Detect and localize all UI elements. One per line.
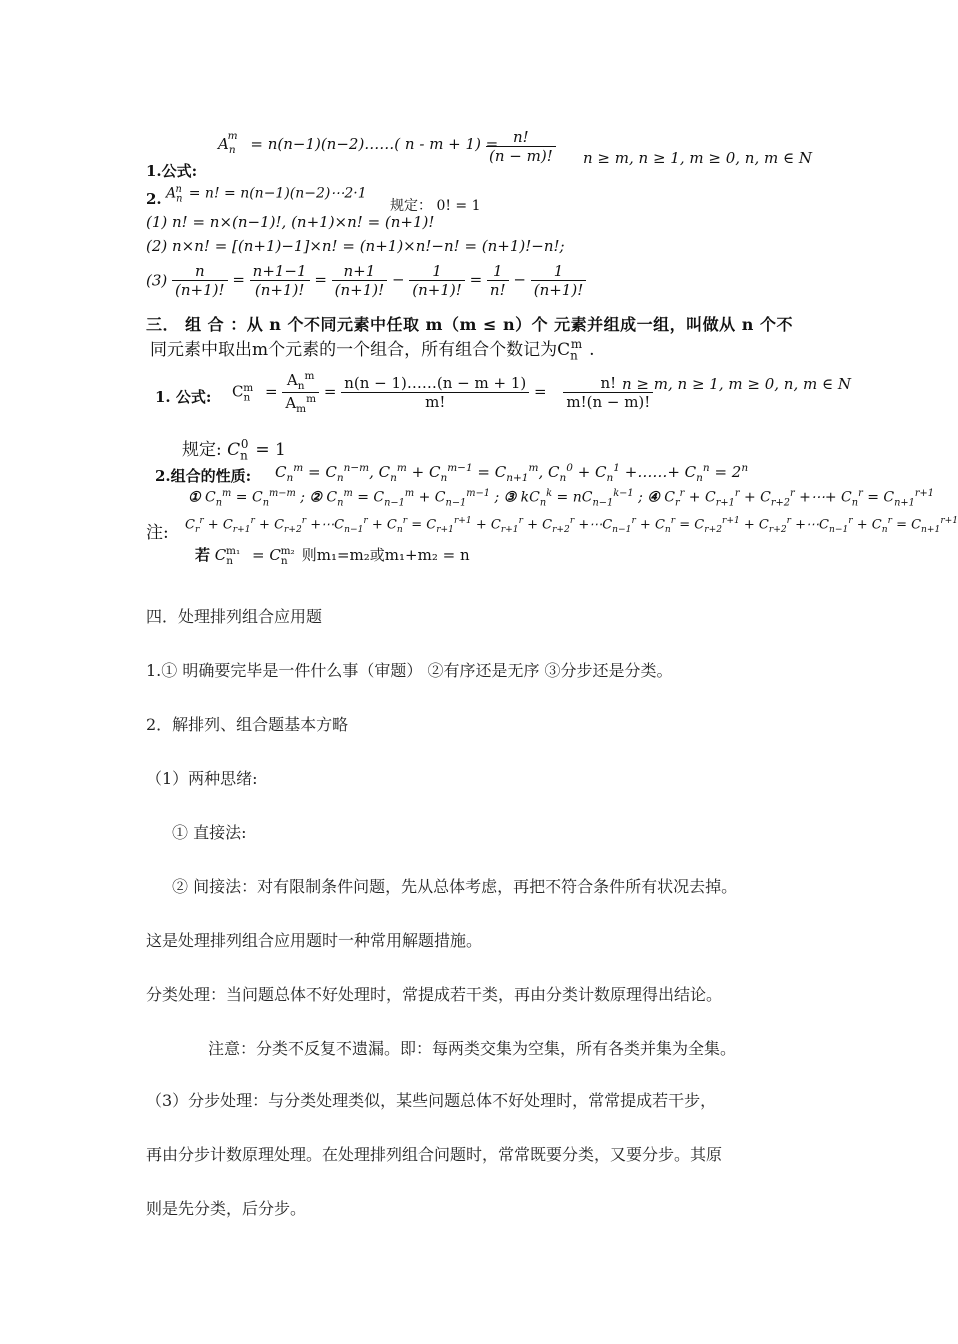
perm-prop-1: (1) n! = n×(n−1)!, (n+1)×n! = (n+1)! <box>146 213 435 231</box>
comb-prop-label: 2.组合的性质: <box>155 467 252 485</box>
line-2: 2．解排列、组合题基本方略 <box>146 715 349 734</box>
line-11: 则是先分类，后分步。 <box>146 1199 307 1218</box>
full-perm-rule: 规定： 0! = 1 <box>390 198 481 214</box>
line-9: （3）分步处理：与分类处理类似，某些问题总体不好处理时，常常提成若干步， <box>146 1091 717 1110</box>
perm-label: 1.公式: <box>146 162 198 180</box>
perm-condition: n ≥ m, n ≥ 1, m ≥ 0, n, m ∈ N <box>583 149 812 167</box>
line-1: 1.① 明确要完毕是一件什么事（审题） ②有序还是无序 ③分步还是分类。 <box>146 661 673 680</box>
line-4: ① 直接法: <box>172 823 247 842</box>
line-3: （1）两种思绪: <box>146 769 258 788</box>
comb-heading-2: 同元素中取出m个元素的一个组合，所有组合个数记为$C_n^m$ . <box>150 337 595 363</box>
section-4-title: 四．处理排列组合应用题 <box>146 607 323 626</box>
line-10: 再由分步计数原理处理。在处理排列组合问题时，常常既要分类，又要分步。其原 <box>146 1145 723 1164</box>
line-8: 注意：分类不反复不遗漏。即：每两类交集为空集，所有各类并集为全集。 <box>208 1039 737 1058</box>
line-5: ② 间接法：对有限制条件问题，先从总体考虑，再把不符合条件所有状况去掉。 <box>172 877 738 896</box>
line-6: 这是处理排列组合应用题时一种常用解题措施。 <box>146 931 483 950</box>
comb-rule: 规定: $C_n^0 = 1$ <box>182 437 286 463</box>
comb-heading: 三． 组 合 ：从 n 个不同元素中任取 m（m ≤ n）个 元素并组成一组，叫做从 n 个不 <box>146 315 793 334</box>
perm-prop-3: (3) $\frac{n}{(n+1)!}$ = $\frac{n+1-1}{(n+1)!}$ = $\frac{n+1}{(n+1)!}$ − $\frac{1}{(n+1)!}$ = $\frac{1}{n!}$ − $\frac{1}{(n+1)!}$ <box>146 262 586 299</box>
perm-formula: $A_n^m$ = n(n−1)(n−2)……( n - m + 1) = <box>218 130 499 156</box>
full-perm-label: 2. <box>146 190 162 208</box>
line-7: 分类处理：当问题总体不好处理时，常提成若干类，再由分类计数原理得出结论。 <box>146 985 723 1004</box>
note-if: 若 $C_n^{m_1} = C_n^{m_2}$ 则m₁=m₂或m₁+m₂ = n <box>195 545 470 567</box>
comb-prop-line2: ① $C_n^m = C_n^{m-m}$ ; ② $C_n^m = C_{n-1}^m + C_{n-1}^{m-1}$ ; ③ $kC_n^k = nC_{n-1}^{k-1}$ ; ④ $C_r^r + C_{r+1}^r + C_{r+2}^r$ +⋯+ $C_n^r = C_{n+1}^{r+1}$ <box>188 488 934 509</box>
perm-fraction: $\frac{n!}{(n - m)!}$ <box>486 128 556 165</box>
comb-prop-line1: $C_n^m = C_n^{n-m}$, $C_n^m + C_n^{m-1} = C_{n+1}^m$, $C_n^0 + C_n^1$ +……+ $C_n^n = 2^n$ <box>275 462 749 484</box>
note-label: 注: <box>146 523 169 543</box>
full-perm-formula: $A_n^n = n$! = n(n−1)(n−2)⋯2·1 <box>166 184 367 205</box>
note-formula: $C_r^r + C_{r+1}^r + C_{r+2}^r$ $+\cdots C_{n-1}^r + C_n^r = C_{r+1}^{r+1} + C_{r+1}^r + C_{r+2}^r$ $+\cdots C_{n-1}^r + C_n^r = C_{r+2}^{r+1} + C_{r+2}^r$ $+\cdots C_{n-1}^r + C_n^r = C_{n+1}^{r+1}$ <box>185 516 958 535</box>
comb-condition: n ≥ m, n ≥ 1, m ≥ 0, n, m ∈ N <box>622 375 851 393</box>
perm-prop-2: (2) n×n! = [(n+1)−1]×n! = (n+1)×n!−n! = (n+1)!−n!; <box>146 237 565 255</box>
comb-formula-label: 1. 公式: <box>155 388 212 406</box>
comb-formula: $C_n^m$ = $\frac{A_n^m}{A_m^m}$ = $\frac{n(n - 1)\dots\dots(n - m + 1)}{m!}$ = $\frac{n!}{m!(n - m)!}$ <box>232 370 653 415</box>
